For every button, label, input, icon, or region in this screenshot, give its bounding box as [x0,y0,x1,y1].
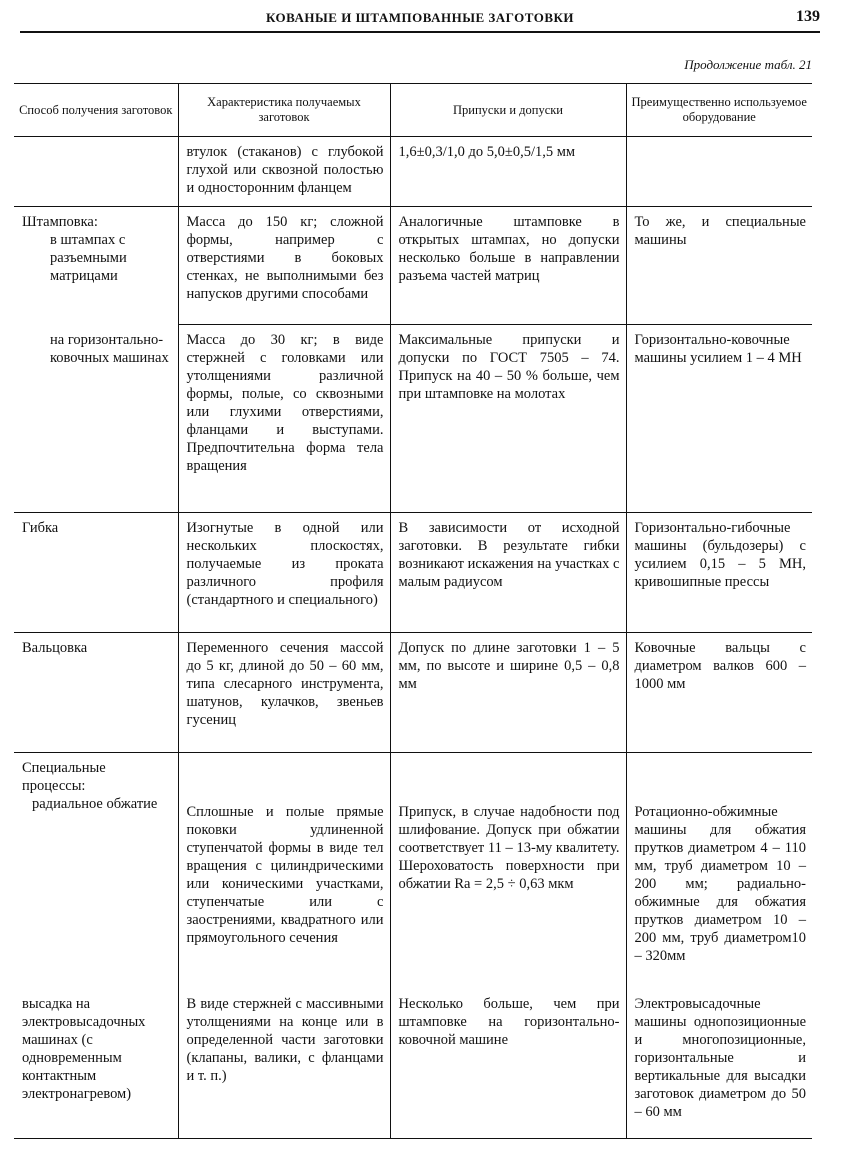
cell-method [14,989,178,1139]
table-row [14,137,812,207]
table-row [14,513,812,633]
table-header-row [14,84,812,137]
cell-equipment [626,137,812,207]
method-subtype-label: радиальное обжатие [32,796,158,812]
cell-spacer [635,759,807,803]
cell-equipment: Горизонтально-ковочные машины усилием 1 – 4 МН [626,325,812,513]
cell-method: Гибка [14,513,178,633]
method-subtype-label: на горизонтально-ковочных машинах [50,331,169,366]
cell-equipment: То же, и специальные машины [626,207,812,325]
cell-characteristic: В виде стержней с массивными утолщениями на конце или в определенной части заготовки (клапаны, валики, с фланцами и т. п.) [178,989,390,1139]
cell-characteristic: втулок (стаканов) с глубокой глухой или сквозной полостью и односторонним фланцем [178,137,390,207]
cell-characteristic: Масса до 30 кг; в виде стержней с головками или утолщениями различной формы, полые, со сквозными или глухими отверстиями, фланцами и выступами. Предпочтительна форма тела вращения [178,325,390,513]
cell-characteristic [178,753,390,989]
cell-allowances: Аналогичные штамповке в открытых штампах, но допуски несколько больше в направлении разъема частей матриц [390,207,626,325]
cell-allowances: В зависимости от исходной заготовки. В результате гибки возникают искажения на участках с малым радиусом [390,513,626,633]
cell-method [14,325,178,513]
cell-method [14,137,178,207]
table-row [14,207,812,325]
page-number: 139 [796,8,820,25]
cell-characteristic: Переменного сечения массой до 5 кг, длиной до 50 – 60 мм, типа слесарного инструмента, шатунов, кулачков, звеньев гусениц [178,633,390,753]
method-group-label: Специальные процессы: [22,760,106,794]
header-rule [20,31,820,33]
cell-allowances: 1,6±0,3/1,0 до 5,0±0,5/1,5 мм [390,137,626,207]
cell-spacer [187,759,384,803]
running-title: КОВАНЫЕ И ШТАМПОВАННЫЕ ЗАГОТОВКИ [265,10,575,25]
cell-spacer [399,759,620,803]
allowances-text: Припуск, в случае надобности под шлифование. Допуск при обжатии соответствует 11 – 13-му квалитету. Шероховатость поверхности при обжатии Ra = 2,5 ÷ 0,63 мкм [398,804,620,892]
column-header-method: Способ получения заготовок [14,84,178,137]
table-row [14,633,812,753]
cell-method [14,207,178,325]
cell-equipment: Горизонтально-гибочные машины (бульдозеры) с усилием 0,15 – 5 МН, кривошипные прессы [626,513,812,633]
cell-allowances [390,753,626,989]
table-row [14,989,812,1139]
column-header-equipment: Преимущественно используемое оборудование [626,84,812,137]
equipment-table [14,83,812,1139]
cell-method: Вальцовка [14,633,178,753]
cell-equipment: Электровысадочные машины однопозиционные и многопозиционные, горизонтальные и вертикальные для высадки заготовок диаметром до 50 – 60 мм [626,989,812,1139]
table-row [14,753,812,989]
cell-allowances: Несколько больше, чем при штамповке на горизонтально-ковочной машине [390,989,626,1139]
cell-equipment [626,753,812,989]
cell-allowances: Максимальные припуски и допуски по ГОСТ 7505 – 74. Припуск на 40 – 50 % больше, чем при штамповке на молотах [390,325,626,513]
equipment-text: Ротационно-обжимные машины для обжатия прутков диаметром 4 – 110 мм, труб диаметром 10 – 200 мм; радиально-обжимные для обжатия прутков диаметром 10 – 200 мм, труб диаметром10 – 320мм [634,804,806,964]
cell-characteristic: Масса до 150 кг; сложной формы, например с отверстиями в боковых стенках, не выполнимыми без напусков другими способами [178,207,390,325]
characteristic-text: Сплошные и полые прямые поковки удлиненной ступенчатой формы в виде тел вращения с цилиндрическими или коническими участками, ступенчатые или с заострениями, квадратного или прямоугольного сечения [186,804,384,946]
method-group-label: Штамповка: [22,214,98,230]
cell-equipment: Ковочные вальцы с диаметром валков 600 – 1000 мм [626,633,812,753]
cell-allowances: Допуск по длине заготовки 1 – 5 мм, по высоте и ширине 0,5 – 0,8 мм [390,633,626,753]
method-subtype-label: в штампах с разъемными матрицами [50,232,127,284]
column-header-characteristic: Характеристика получаемых заготовок [178,84,390,137]
table-row [14,325,812,513]
method-subtype-label: высадка на электровысадочных машинах (с одновременным контактным электронагревом) [22,995,146,1102]
table-continuation-label: Продолжение табл. 21 [684,57,812,72]
cell-characteristic: Изогнутые в одной или нескольких плоскостях, получаемые из проката различного профиля (стандартного и специального) [178,513,390,633]
cell-method [14,753,178,989]
column-header-allowances: Припуски и допуски [390,84,626,137]
